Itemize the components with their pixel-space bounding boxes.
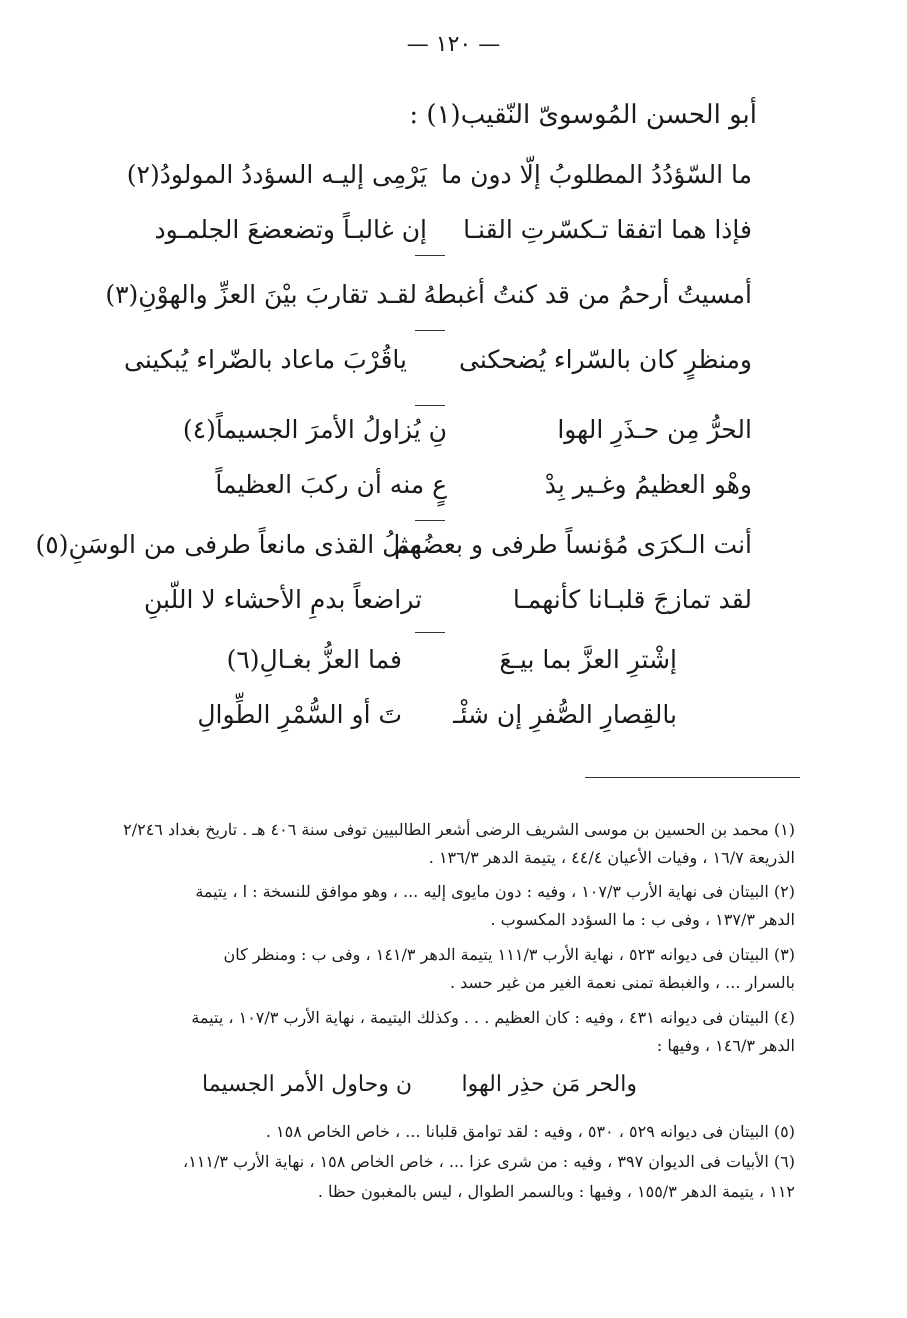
verse-first-hemistich: فإذا هما اتفقا تـكسّرتِ القنـا: [463, 215, 752, 244]
verse-first-hemistich: أنت الـكرَى مُؤنساً طرفى و بعضُهم: [394, 530, 752, 559]
verse-first-hemistich: أمسيتُ أرحمُ من قد كنتُ أغبطهُ: [423, 280, 752, 309]
verse-line: [0, 345, 907, 385]
footnote-line: (٤) البيتان فى ديوانه ٤٣١ ، وفيه : كان العظيم . . . وكذلك اليتيمة ، نهاية الأرب ١٠٧/٣ ، يتيمة: [191, 1008, 795, 1027]
stanza-divider: [415, 405, 445, 406]
verse-second-hemistich: ياقُرْبَ ماعاد بالضّراء يُبكينى: [124, 345, 407, 374]
verse-second-hemistich: يَرْمِى إليـه السؤددُ المولودُ(٢): [126, 160, 427, 189]
footnote-line: الذريعة ١٦/٧ ، وفيات الأعيان ٤٤/٤ ، يتيمة الدهر ١٣٦/٣ .: [428, 848, 795, 867]
footnote-verse-first: والحر مَن حذِر الهوا: [461, 1072, 637, 1097]
verse-second-hemistich: عٍ منه أن ركبَ العظيماً: [215, 470, 447, 499]
footnote-verse-second: ن وحاول الأمر الجسيما: [202, 1072, 412, 1097]
verse-line: [0, 470, 907, 510]
verse-first-hemistich: لقد تمازجَ قلبـانا كأنهمـا: [512, 585, 752, 614]
verse-line: [0, 160, 907, 200]
footnote-line: (٥) البيتان فى ديوانه ٥٢٩ ، ٥٣٠ ، وفيه : لقد توامق قلبانا ... ، خاص الخاص ١٥٨ .: [265, 1122, 795, 1141]
footnote-line: الدهر ١٤٦/٣ ، وفيها :: [656, 1036, 795, 1055]
footnote-line: (٣) البيتان فى ديوانه ٥٢٣ ، نهاية الأرب ١١١/٣ يتيمة الدهر ١٤١/٣ ، وفى ب : ومنظر كان: [223, 945, 795, 964]
verse-second-hemistich: تَ أو السُّمْرِ الطِّوالِ: [197, 700, 402, 729]
footnote-line: الدهر ١٣٧/٣ ، وفى ب : ما السؤدد المكسوب .: [490, 910, 795, 929]
verse-second-hemistich: فما العزُّ بغـالِ(٦): [226, 645, 402, 674]
verse-line: [0, 215, 907, 255]
footnote-line: (٢) البيتان فى نهاية الأرب ١٠٧/٣ ، وفيه : دون مايوى إليه ... ، وهو موافق للنسخة : ا ، يتيمة: [195, 882, 795, 901]
verse-second-hemistich: لقـد تقاربَ بيْنَ العزِّ والهوْنِ(٣): [105, 280, 417, 309]
verse-first-hemistich: إشْترِ العزَّ بما بيـعَ: [499, 645, 677, 674]
verse-first-hemistich: وهْو العظيمُ وغـير بِدْ: [544, 470, 752, 499]
verse-second-hemistich: مثلُ القذى مانعاً طرفى من الوسَنِ(٥): [35, 530, 422, 559]
verse-first-hemistich: ومنظرٍ كان بالسّراء يُضحكنى: [459, 345, 752, 374]
verse-first-hemistich: الحرُّ مِن حـذَرِ الهوا: [557, 415, 752, 444]
verse-second-hemistich: تراضعاً بدمِ الأحشاء لا اللّبنِ: [144, 585, 422, 614]
verse-second-hemistich: نِ يُزاولُ الأمرَ الجسيماً(٤): [182, 415, 447, 444]
footnote-line: بالسرار ... ، والغبطة تمنى نعمة الغير من غير حسد .: [449, 973, 795, 992]
footnote-line: (٦) الأبيات فى الديوان ٣٩٧ ، وفيه : من شرى عزا ... ، خاص الخاص ١٥٨ ، نهاية الأرب ١١١/٣،: [183, 1152, 795, 1171]
verse-line: [0, 280, 907, 320]
verse-line: [0, 700, 907, 740]
footnote-separator: [585, 777, 800, 778]
footnote-line: ١١٢ ، يتيمة الدهر ١٥٥/٣ ، وفيها : وبالسمر الطوال ، ليس بالمغبون حظا .: [317, 1182, 795, 1201]
stanza-divider: [415, 330, 445, 331]
verse-line: [0, 530, 907, 570]
poet-heading: أبو الحسن المُوسوىّ النّقيب(١) :: [409, 100, 757, 130]
stanza-divider: [415, 632, 445, 633]
page-number: — ١٢٠ —: [406, 32, 501, 57]
footnote-line: (١) محمد بن الحسين بن موسى الشريف الرضى أشعر الطالبيين توفى سنة ٤٠٦ هـ . تاريخ بغداد ٢/٢٤٦: [123, 820, 795, 839]
verse-first-hemistich: بالقِصارِ الصُّفرِ إن شئْـ: [453, 700, 677, 729]
verse-first-hemistich: ما السّؤدُدُ المطلوبُ إلّا دون ما: [441, 160, 752, 189]
verse-line: [0, 585, 907, 625]
stanza-divider: [415, 520, 445, 521]
verse-second-hemistich: إن غالبـاً وتضعضعَ الجلمـود: [154, 215, 427, 244]
stanza-divider: [415, 255, 445, 256]
verse-line: [0, 415, 907, 455]
verse-line: [0, 645, 907, 685]
